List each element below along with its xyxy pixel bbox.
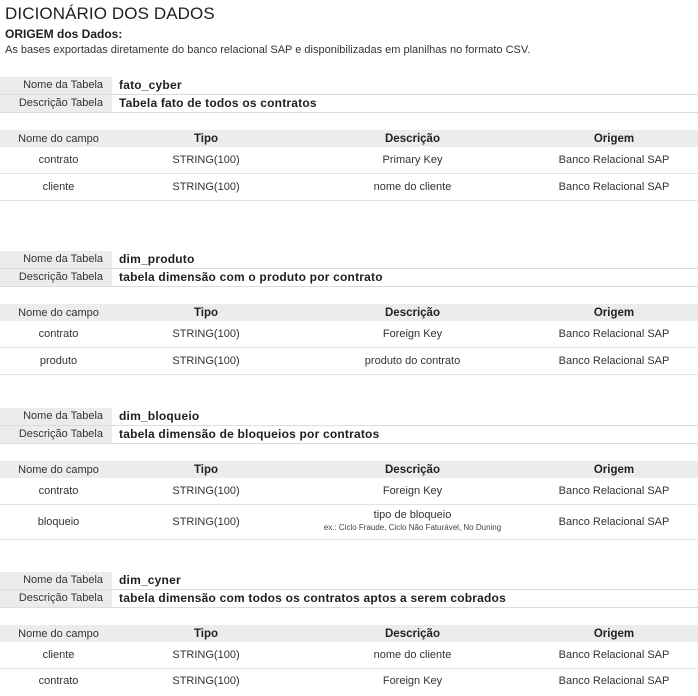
cell-field: contrato <box>38 154 79 166</box>
table-header <box>0 130 698 147</box>
cell-description: produto do contrato <box>364 355 461 367</box>
table-name-value: fato_cyber <box>119 78 182 92</box>
table-name-label: Nome da Tabela <box>0 408 112 425</box>
table-name-row <box>0 408 698 425</box>
table-desc-label: Descrição Tabela <box>0 426 112 443</box>
cell-description-note: ex.: Ciclo Fraude, Ciclo Não Faturável, No Duning <box>323 523 502 532</box>
cell-description: nome do cliente <box>373 181 452 193</box>
table-row <box>0 348 698 374</box>
cell-type: STRING(100) <box>172 516 240 528</box>
cell-description: Primary Key <box>382 154 443 166</box>
table-row <box>0 478 698 504</box>
column-header-field: Nome do campo <box>18 307 99 319</box>
column-header-field: Nome do campo <box>18 464 99 476</box>
column-header-type: Tipo <box>193 628 219 640</box>
table-desc-label: Descrição Tabela <box>0 95 112 112</box>
column-header-type: Tipo <box>193 464 219 476</box>
table-row <box>0 669 698 693</box>
table-name-row <box>0 251 698 268</box>
cell-type: STRING(100) <box>172 649 240 661</box>
origin-label: ORIGEM dos Dados: <box>5 27 123 41</box>
table-row <box>0 505 698 539</box>
table-header <box>0 304 698 321</box>
cell-type: STRING(100) <box>172 154 240 166</box>
cell-description-main: tipo de bloqueio <box>373 509 452 521</box>
table-desc-row <box>0 95 698 112</box>
column-header-field: Nome do campo <box>18 628 99 640</box>
cell-field: produto <box>39 355 78 367</box>
table-desc-value: tabela dimensão com o produto por contrato <box>119 270 383 284</box>
cell-origin: Banco Relacional SAP <box>558 516 670 528</box>
column-header-description: Descrição <box>385 133 440 145</box>
column-header-origin: Origem <box>593 464 635 476</box>
cell-type: STRING(100) <box>172 485 240 497</box>
cell-origin: Banco Relacional SAP <box>558 328 670 340</box>
cell-description: Foreign Key <box>382 485 443 497</box>
column-header-description: Descrição <box>385 307 440 319</box>
column-header-type: Tipo <box>193 307 219 319</box>
column-header-origin: Origem <box>593 307 635 319</box>
column-header-origin: Origem <box>593 133 635 145</box>
cell-description: Foreign Key <box>382 328 443 340</box>
column-header-description: Descrição <box>385 628 440 640</box>
table-name-label: Nome da Tabela <box>0 251 112 268</box>
cell-type: STRING(100) <box>172 181 240 193</box>
cell-origin: Banco Relacional SAP <box>558 485 670 497</box>
table-desc-row <box>0 590 698 607</box>
cell-description: Foreign Key <box>382 675 443 687</box>
table-desc-value: tabela dimensão com todos os contratos aptos a serem cobrados <box>119 591 506 605</box>
cell-field: contrato <box>38 485 79 497</box>
page-title: DICIONÁRIO DOS DADOS <box>5 4 215 23</box>
table-desc-row <box>0 269 698 286</box>
column-header-origin: Origem <box>593 628 635 640</box>
table-row <box>0 321 698 347</box>
cell-origin: Banco Relacional SAP <box>558 649 670 661</box>
cell-origin: Banco Relacional SAP <box>558 355 670 367</box>
table-name-label: Nome da Tabela <box>0 77 112 94</box>
cell-description: nome do cliente <box>373 649 452 661</box>
table-desc-value: Tabela fato de todos os contratos <box>119 96 317 110</box>
table-name-row <box>0 77 698 94</box>
cell-type: STRING(100) <box>172 328 240 340</box>
origin-description: As bases exportadas diretamente do banco relacional SAP e disponibilizadas em planilhas no formato CSV. <box>5 44 531 56</box>
cell-origin: Banco Relacional SAP <box>558 675 670 687</box>
column-header-field: Nome do campo <box>18 133 99 145</box>
cell-origin: Banco Relacional SAP <box>558 154 670 166</box>
cell-field: bloqueio <box>37 516 80 528</box>
table-row <box>0 147 698 173</box>
table-desc-label: Descrição Tabela <box>0 590 112 607</box>
table-header <box>0 625 698 642</box>
table-row <box>0 642 698 668</box>
table-header <box>0 461 698 478</box>
cell-type: STRING(100) <box>172 675 240 687</box>
table-name-row <box>0 572 698 589</box>
column-header-description: Descrição <box>385 464 440 476</box>
cell-field: cliente <box>42 181 75 193</box>
table-name-label: Nome da Tabela <box>0 572 112 589</box>
cell-type: STRING(100) <box>172 355 240 367</box>
table-desc-row <box>0 426 698 443</box>
cell-field: contrato <box>38 328 79 340</box>
table-name-value: dim_cyner <box>119 573 181 587</box>
cell-origin: Banco Relacional SAP <box>558 181 670 193</box>
table-name-value: dim_bloqueio <box>119 409 200 423</box>
table-row <box>0 174 698 200</box>
column-header-type: Tipo <box>193 133 219 145</box>
table-desc-label: Descrição Tabela <box>0 269 112 286</box>
cell-field: contrato <box>38 675 79 687</box>
table-name-value: dim_produto <box>119 252 195 266</box>
cell-field: cliente <box>42 649 75 661</box>
cell-description <box>295 509 530 534</box>
table-desc-value: tabela dimensão de bloqueios por contratos <box>119 427 380 441</box>
